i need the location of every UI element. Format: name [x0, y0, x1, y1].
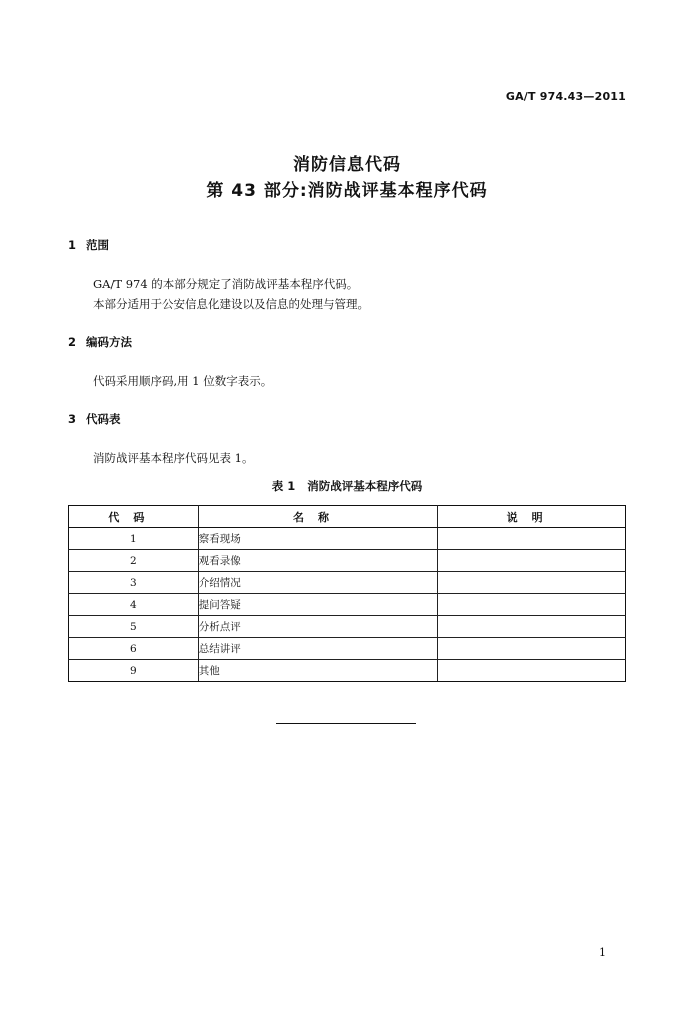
table-caption — [0, 478, 694, 494]
document-subtitle: 第 43 部分:消防战评基本程序代码 — [206, 181, 488, 201]
section-number: 3 — [68, 412, 77, 426]
table-row — [69, 594, 626, 616]
section-title: 编码方法 — [86, 335, 132, 349]
section-title: 范围 — [86, 238, 109, 252]
scope-paragraph-1: GA/T 974 的本部分规定了消防战评基本程序代码。 — [93, 277, 359, 291]
code-cell: 2 — [69, 550, 199, 572]
code-table — [68, 505, 626, 682]
document-title: 消防信息代码 — [293, 155, 401, 175]
note-cell — [438, 550, 626, 572]
section-heading-coding-method — [68, 334, 132, 350]
table-row — [69, 528, 626, 550]
code-cell: 6 — [69, 638, 199, 660]
code-cell: 5 — [69, 616, 199, 638]
section-number: 2 — [68, 335, 77, 349]
note-cell — [438, 594, 626, 616]
note-cell — [438, 528, 626, 550]
table-row — [69, 616, 626, 638]
coding-method-paragraph: 代码采用顺序码,用 1 位数字表示。 — [93, 374, 273, 388]
name-cell: 分析点评 — [198, 616, 438, 638]
note-cell — [438, 638, 626, 660]
code-table-paragraph: 消防战评基本程序代码见表 1。 — [93, 451, 254, 465]
code-cell: 4 — [69, 594, 199, 616]
column-header-code: 代码 — [69, 506, 199, 528]
name-cell: 总结讲评 — [198, 638, 438, 660]
name-cell: 介绍情况 — [198, 572, 438, 594]
table-row — [69, 572, 626, 594]
code-cell: 1 — [69, 528, 199, 550]
section-title: 代码表 — [86, 412, 121, 426]
code-cell: 3 — [69, 572, 199, 594]
end-of-document-rule — [276, 723, 416, 724]
column-header-name: 名称 — [198, 506, 438, 528]
note-cell — [438, 616, 626, 638]
name-cell: 提问答疑 — [198, 594, 438, 616]
table-row — [69, 638, 626, 660]
name-cell: 察看现场 — [198, 528, 438, 550]
table-header-row — [69, 506, 626, 528]
code-cell: 9 — [69, 660, 199, 682]
table-row — [69, 550, 626, 572]
table-caption-title: 消防战评基本程序代码 — [307, 479, 423, 493]
note-cell — [438, 572, 626, 594]
name-cell: 观看录像 — [198, 550, 438, 572]
page-number: 1 — [599, 946, 606, 959]
section-number: 1 — [68, 238, 77, 252]
scope-paragraph-2: 本部分适用于公安信息化建设以及信息的处理与管理。 — [93, 297, 369, 311]
name-cell: 其他 — [198, 660, 438, 682]
note-cell — [438, 660, 626, 682]
table-row — [69, 660, 626, 682]
section-heading-scope — [68, 237, 109, 253]
section-heading-code-table — [68, 411, 121, 427]
column-header-note: 说明 — [438, 506, 626, 528]
standard-number: GA/T 974.43—2011 — [505, 90, 626, 103]
table-caption-number: 表 1 — [271, 479, 296, 493]
